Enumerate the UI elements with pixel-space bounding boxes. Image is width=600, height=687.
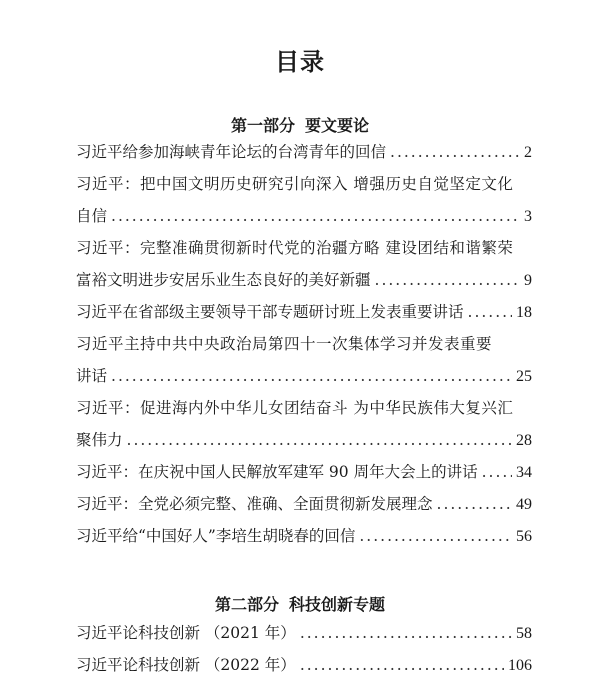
page-number: 49 [516, 496, 532, 513]
toc-line [76, 617, 532, 649]
dot-leader [359, 520, 512, 552]
dot-leader [375, 264, 520, 296]
toc-line [76, 168, 532, 200]
section-part-label: 第二部分 [214, 595, 279, 614]
toc-line [76, 424, 532, 456]
toc-line [76, 200, 532, 232]
section-title: 科技创新专题 [289, 595, 386, 614]
page-number: 2 [524, 144, 532, 161]
toc-entry-title: 习近平：完整准确贯彻新时代党的治疆方略 建设团结和谐繁荣 [76, 239, 514, 257]
toc-line [76, 136, 532, 168]
dot-leader [300, 649, 504, 681]
page-number: 3 [524, 208, 532, 225]
dot-leader [390, 136, 520, 168]
dot-leader [127, 424, 512, 456]
toc-entry[interactable] [76, 168, 532, 232]
toc-line [76, 328, 532, 360]
page-title: 目录 [275, 47, 325, 76]
toc-entry[interactable] [76, 328, 532, 392]
toc-entry-title: 习近平在省部级主要领导干部专题研讨班上发表重要讲话 [76, 303, 464, 321]
toc-entry-title: 习近平论科技创新 （2021 年） [76, 624, 296, 642]
toc-entry[interactable] [76, 456, 532, 488]
toc-entry[interactable] [76, 392, 532, 456]
toc-entry-title: 习近平给参加海峡青年论坛的台湾青年的回信 [76, 143, 387, 161]
toc-entry-title: 习近平论科技创新 （2022 年） [76, 656, 296, 674]
dot-leader [300, 617, 512, 649]
dot-leader [437, 488, 512, 520]
toc-line [76, 360, 532, 392]
toc-entry-title: 聚伟力 [76, 431, 123, 449]
page-number: 56 [516, 528, 532, 545]
section-heading [0, 113, 600, 136]
toc-entry-title: 习近平给“中国好人”李培生胡晓春的回信 [76, 527, 356, 545]
toc-entry-title: 富裕文明进步安居乐业生态良好的美好新疆 [76, 271, 371, 289]
dot-leader [111, 360, 512, 392]
toc-entry-title: 习近平：把中国文明历史研究引向深入 增强历史自觉坚定文化 [76, 175, 514, 193]
dot-leader [468, 296, 512, 328]
page-number: 28 [516, 432, 532, 449]
toc-entry[interactable] [76, 520, 532, 552]
toc-list [76, 136, 532, 552]
section-part-label: 第一部分 [230, 116, 295, 135]
toc-entry[interactable] [76, 296, 532, 328]
toc-list [76, 617, 532, 681]
toc-line [76, 649, 532, 681]
toc-line [76, 296, 532, 328]
toc-entry-title: 习近平：在庆祝中国人民解放军建军 90 周年大会上的讲话 [76, 463, 478, 481]
toc-entry[interactable] [76, 232, 532, 296]
section-heading [0, 592, 600, 615]
section-title: 要文要论 [305, 116, 370, 135]
dot-leader [111, 200, 520, 232]
page-number: 58 [516, 625, 532, 642]
toc-entry[interactable] [76, 649, 532, 681]
page-number: 9 [524, 272, 532, 289]
page-number: 18 [516, 304, 532, 321]
dot-leader [482, 456, 512, 488]
toc-entry[interactable] [76, 617, 532, 649]
toc-entry-title: 自信 [76, 207, 108, 225]
toc-line [76, 392, 532, 424]
toc-line [76, 488, 532, 520]
toc-line [76, 264, 532, 296]
toc-entry[interactable] [76, 488, 532, 520]
toc-line [76, 232, 532, 264]
toc-entry-title: 习近平：促进海内外中华儿女团结奋斗 为中华民族伟大复兴汇 [76, 399, 514, 417]
toc-line [76, 456, 532, 488]
page-number: 34 [516, 464, 532, 481]
toc-entry-title: 习近平主持中共中央政治局第四十一次集体学习并发表重要 [76, 335, 493, 353]
toc-entry-title: 习近平：全党必须完整、准确、全面贯彻新发展理念 [76, 495, 433, 513]
toc-entry-title: 讲话 [76, 367, 108, 385]
toc-line [76, 520, 532, 552]
page-number: 25 [516, 368, 532, 385]
page-number: 106 [508, 657, 532, 674]
toc-entry[interactable] [76, 136, 532, 168]
